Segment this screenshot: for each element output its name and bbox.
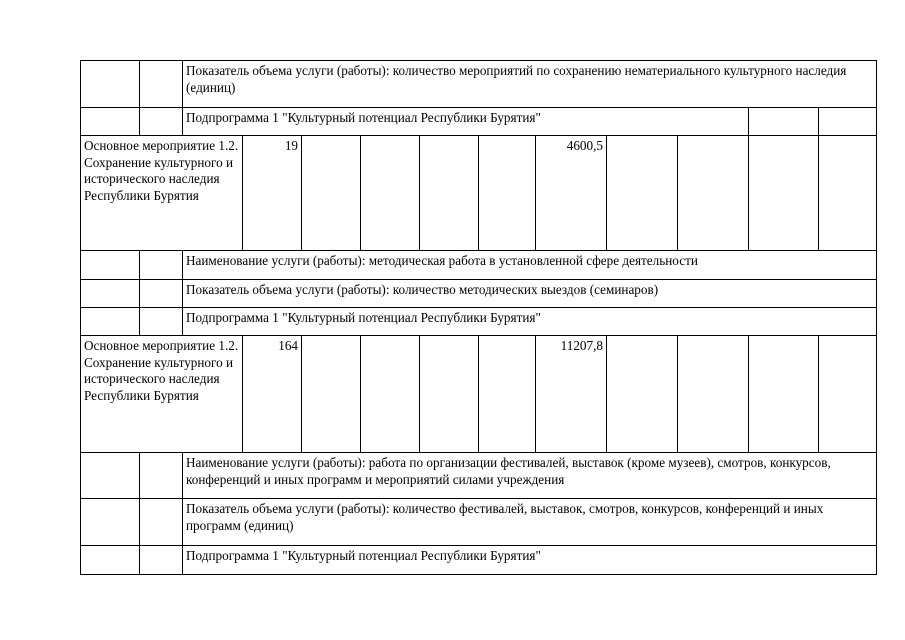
table-row — [81, 251, 877, 280]
empty-cell — [140, 251, 183, 280]
empty-cell — [479, 136, 536, 251]
table-row — [81, 546, 877, 575]
activity-name: Основное мероприятие 1.2. Сохранение культурного и исторического наследия Республики Бурятия — [81, 136, 243, 251]
empty-cell — [140, 453, 183, 499]
table-row — [81, 280, 877, 308]
value-cell: 164 — [243, 336, 302, 453]
empty-cell — [607, 336, 678, 453]
empty-cell — [819, 108, 877, 136]
empty-cell — [749, 136, 819, 251]
table-row — [81, 136, 877, 251]
empty-cell — [420, 336, 479, 453]
empty-cell — [140, 499, 183, 546]
empty-cell — [678, 336, 749, 453]
table-row — [81, 61, 877, 108]
empty-cell — [81, 61, 140, 108]
empty-cell — [607, 136, 678, 251]
table-row — [81, 453, 877, 499]
empty-cell — [140, 308, 183, 336]
value-cell: 4600,5 — [536, 136, 607, 251]
empty-cell — [140, 108, 183, 136]
empty-cell — [819, 136, 877, 251]
empty-cell — [81, 499, 140, 546]
empty-cell — [479, 336, 536, 453]
subprogram-text: Подпрограмма 1 "Культурный потенциал Республики Бурятия" — [183, 108, 749, 136]
empty-cell — [302, 336, 361, 453]
empty-cell — [302, 136, 361, 251]
empty-cell — [81, 280, 140, 308]
table-row — [81, 108, 877, 136]
service-name-text: Наименование услуги (работы): работа по организации фестивалей, выставок (кроме музеев), смотров, конкурсов, конференций и иных программ и мероприятий силами учреждения — [183, 453, 877, 499]
empty-cell — [81, 453, 140, 499]
table-row — [81, 308, 877, 336]
value-cell: 11207,8 — [536, 336, 607, 453]
empty-cell — [140, 61, 183, 108]
services-table — [80, 60, 877, 575]
empty-cell — [749, 336, 819, 453]
empty-cell — [140, 280, 183, 308]
empty-cell — [749, 108, 819, 136]
empty-cell — [819, 336, 877, 453]
service-name-text: Наименование услуги (работы): методическая работа в установленной сфере деятельности — [183, 251, 877, 280]
table-row — [81, 499, 877, 546]
subprogram-text: Подпрограмма 1 "Культурный потенциал Республики Бурятия" — [183, 308, 877, 336]
value-cell: 19 — [243, 136, 302, 251]
empty-cell — [678, 136, 749, 251]
empty-cell — [420, 136, 479, 251]
empty-cell — [81, 546, 140, 575]
subprogram-text: Подпрограмма 1 "Культурный потенциал Республики Бурятия" — [183, 546, 877, 575]
empty-cell — [140, 546, 183, 575]
indicator-text: Показатель объема услуги (работы): количество методических выездов (семинаров) — [183, 280, 877, 308]
activity-name: Основное мероприятие 1.2. Сохранение культурного и исторического наследия Республики Бурятия — [81, 336, 243, 453]
empty-cell — [81, 308, 140, 336]
table-row — [81, 336, 877, 453]
empty-cell — [81, 251, 140, 280]
indicator-text: Показатель объема услуги (работы): количество фестивалей, выставок, смотров, конкурсов, конференций и иных программ (единиц) — [183, 499, 877, 546]
empty-cell — [361, 336, 420, 453]
empty-cell — [81, 108, 140, 136]
indicator-text: Показатель объема услуги (работы): количество мероприятий по сохранению нематериального культурного наследия (единиц) — [183, 61, 877, 108]
empty-cell — [361, 136, 420, 251]
